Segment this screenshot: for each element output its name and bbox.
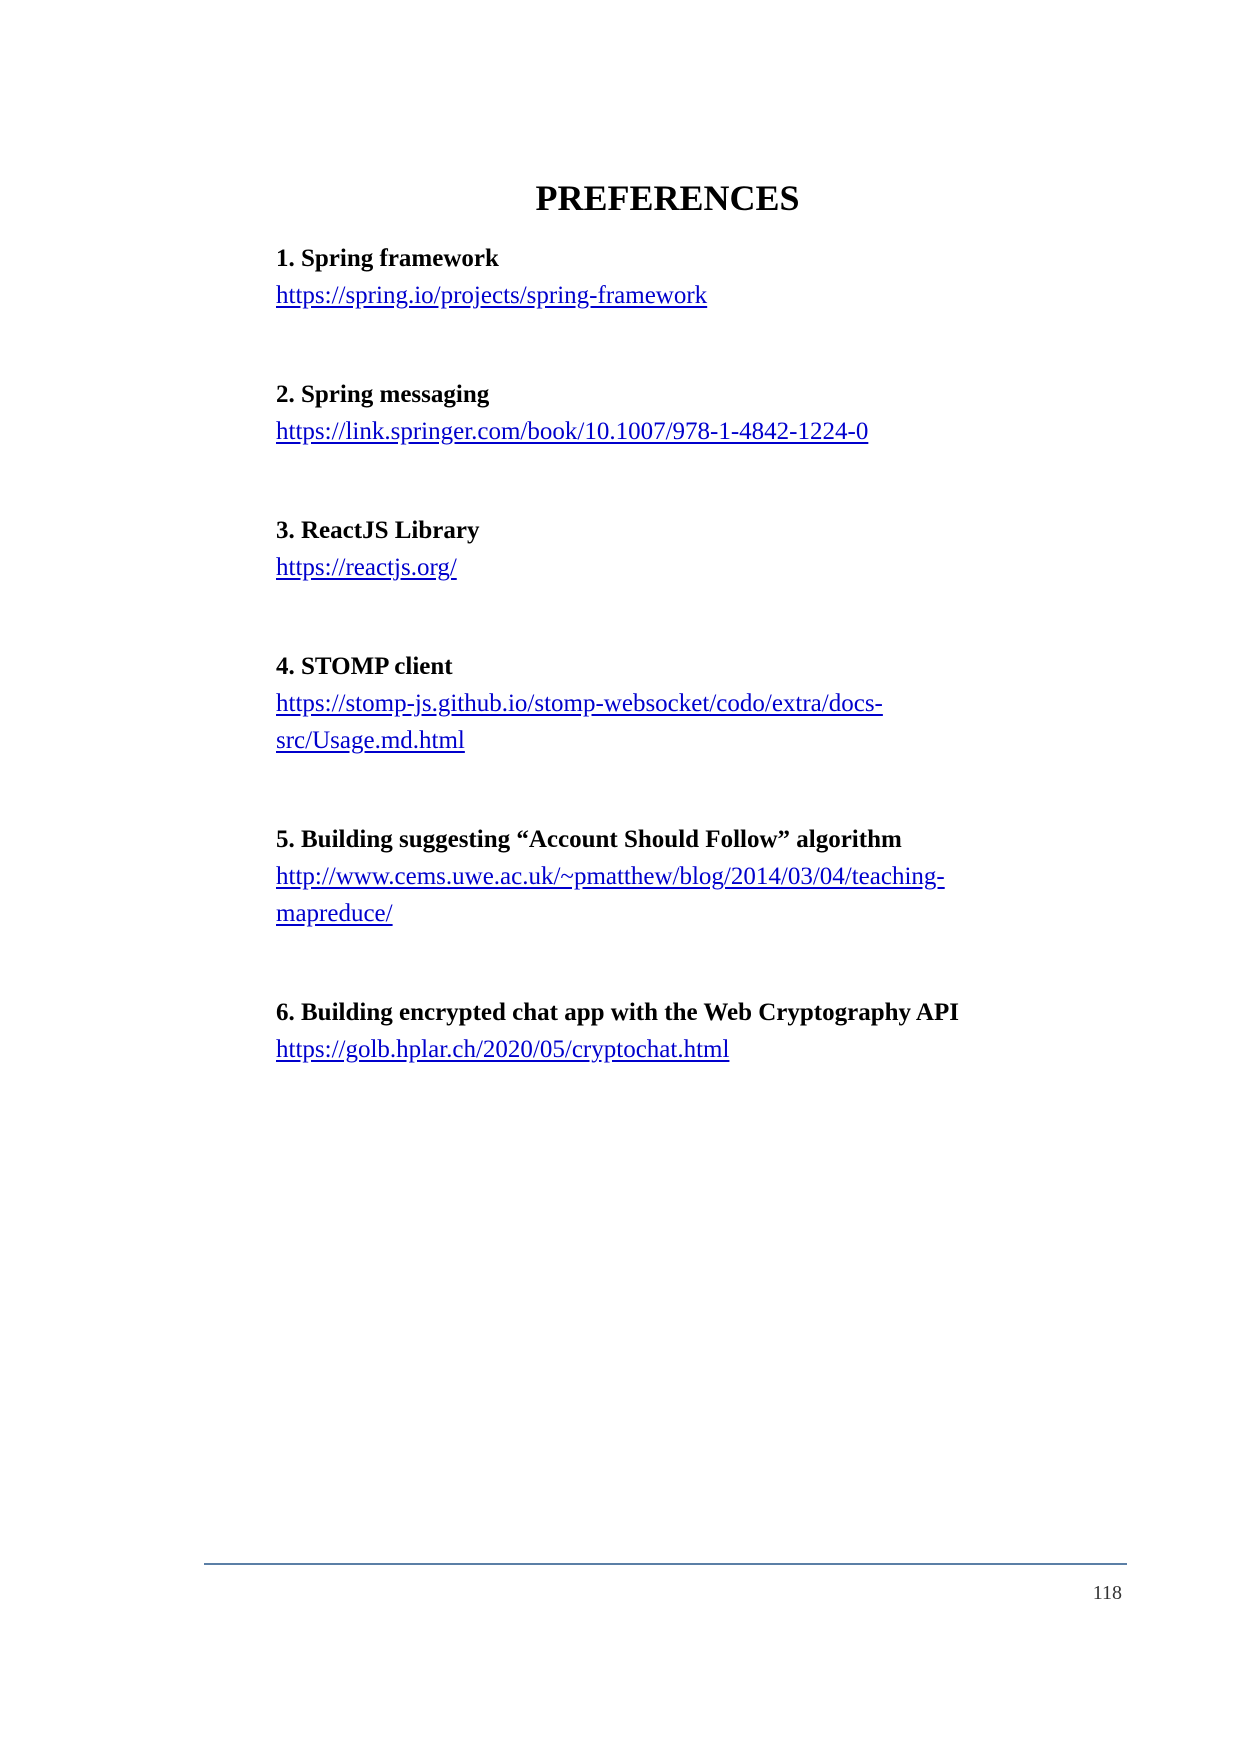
reference-item <box>276 377 1036 450</box>
page-number: 118 <box>1092 1582 1122 1604</box>
footer-divider <box>204 1563 1127 1565</box>
reference-link[interactable]: https://reactjs.org/ <box>276 554 457 581</box>
reference-heading: 6. Building encrypted chat app with the Web Cryptography API <box>276 999 959 1026</box>
reference-link-continuation[interactable]: src/Usage.md.html <box>276 727 465 754</box>
reference-link[interactable]: https://golb.hplar.ch/2020/05/cryptochat.html <box>276 1036 730 1063</box>
reference-heading: 4. STOMP client <box>276 653 453 680</box>
page-title: PREFERENCES <box>535 178 800 218</box>
reference-item <box>276 513 1036 586</box>
reference-item <box>276 241 1036 314</box>
reference-heading: 2. Spring messaging <box>276 381 490 408</box>
reference-item <box>276 995 1036 1068</box>
reference-heading: 5. Building suggesting “Account Should Follow” algorithm <box>276 826 902 853</box>
reference-link[interactable]: https://spring.io/projects/spring-framework <box>276 282 708 309</box>
reference-item <box>276 649 1036 759</box>
reference-list <box>276 241 1036 1068</box>
reference-link[interactable]: https://link.springer.com/book/10.1007/978-1-4842-1224-0 <box>276 418 869 445</box>
reference-link[interactable]: http://www.cems.uwe.ac.uk/~pmatthew/blog/2014/03/04/teaching- <box>276 863 945 890</box>
reference-heading: 1. Spring framework <box>276 245 499 272</box>
reference-link[interactable]: https://stomp-js.github.io/stomp-websocket/codo/extra/docs- <box>276 690 883 717</box>
reference-heading: 3. ReactJS Library <box>276 517 480 544</box>
reference-link-continuation[interactable]: mapreduce/ <box>276 900 393 927</box>
reference-item <box>276 822 1036 932</box>
